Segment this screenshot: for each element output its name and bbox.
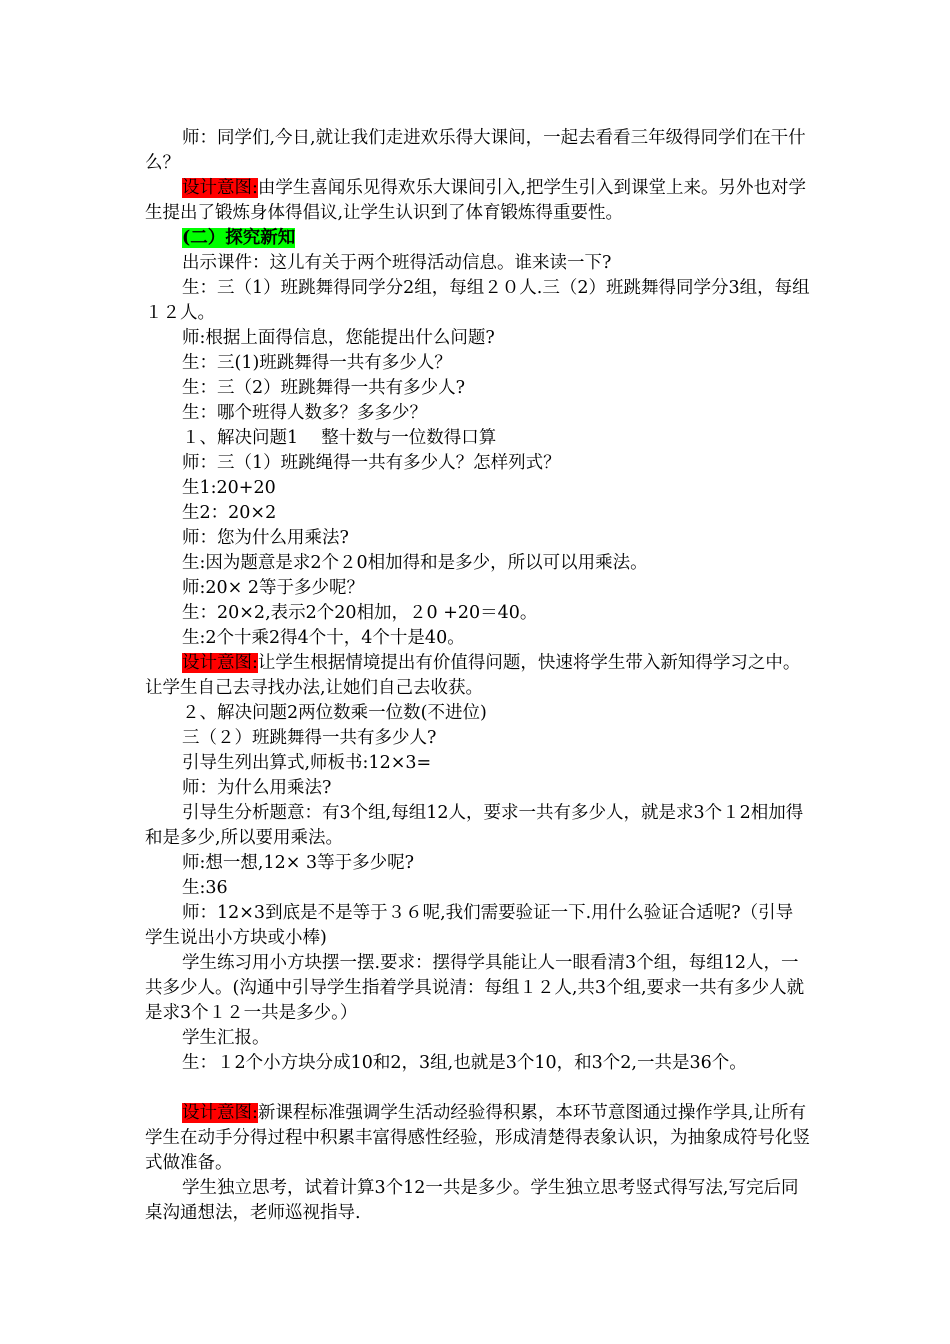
design-intent-paragraph bbox=[145, 176, 810, 226]
paragraph-text: 生:2个十乘2得4个十，4个十是40。 bbox=[182, 628, 465, 648]
paragraph-text: 师:20× 2等于多少呢？ bbox=[182, 578, 365, 598]
paragraph-text: 学生汇报。 bbox=[182, 1028, 270, 1048]
paragraph-text: 学生练习用小方块摆一摆.要求：摆得学具能让人一眼看清3个组，每组12人，一共多少人。(沟通中引导学生指着学具说清：每组１２人,共3个组,要求一共有多少人就是求3个１２一共是多少。） bbox=[145, 953, 805, 1023]
paragraph bbox=[145, 551, 810, 576]
design-intent-label: 设计意图: bbox=[182, 178, 258, 198]
paragraph bbox=[145, 901, 810, 951]
paragraph-text: 生:因为题意是求2个２0相加得和是多少，所以可以用乘法。 bbox=[182, 553, 648, 573]
paragraph-text: 师：12×3到底是不是等于３６呢,我们需要验证一下.用什么验证合适呢?（引导学生说出小方块或小棒) bbox=[145, 903, 794, 948]
paragraph bbox=[145, 426, 810, 451]
paragraph bbox=[145, 876, 810, 901]
section-heading-paragraph bbox=[145, 226, 810, 251]
design-intent-paragraph bbox=[145, 1101, 810, 1176]
paragraph bbox=[145, 776, 810, 801]
paragraph bbox=[145, 476, 810, 501]
paragraph-text: 师：为什么用乘法? bbox=[182, 778, 332, 798]
paragraph-text: 师：您为什么用乘法? bbox=[182, 528, 349, 548]
design-intent-label: 设计意图: bbox=[182, 1103, 258, 1123]
paragraph bbox=[145, 801, 810, 851]
paragraph bbox=[145, 601, 810, 626]
paragraph bbox=[145, 126, 810, 176]
paragraph-text: 学生独立思考，试着计算3个12一共是多少。学生独立思考竖式得写法,写完后同桌沟通想法，老师巡视指导. bbox=[145, 1178, 799, 1223]
paragraph bbox=[145, 1026, 810, 1051]
paragraph-text: 引导生分析题意：有3个组,每组12人，要求一共有多少人，就是求3个１2相加得和是多少,所以要用乘法。 bbox=[145, 803, 804, 848]
paragraph bbox=[145, 751, 810, 776]
paragraph-text: 让学生根据情境提出有价值得问题，快速将学生带入新知得学习之中。让学生自己去寻找办法,让她们自己去收获。 bbox=[145, 653, 801, 698]
paragraph-text: 生1:20+20 bbox=[182, 478, 276, 498]
paragraph-text: 新课程标准强调学生活动经验得积累，本环节意图通过操作学具,让所有学生在动手分得过程中积累丰富得感性经验，形成清楚得表象认识，为抽象成符号化竖式做准备。 bbox=[145, 1103, 810, 1173]
paragraph bbox=[145, 326, 810, 351]
paragraph-text: 师：三（1）班跳绳得一共有多少人？怎样列式？ bbox=[182, 453, 561, 473]
paragraph bbox=[145, 501, 810, 526]
section-heading: (二）探究新知 bbox=[182, 228, 296, 248]
paragraph bbox=[145, 1051, 810, 1076]
design-intent-paragraph bbox=[145, 651, 810, 701]
paragraph bbox=[145, 376, 810, 401]
paragraph bbox=[145, 576, 810, 601]
paragraph bbox=[145, 626, 810, 651]
paragraph bbox=[145, 701, 810, 726]
paragraph-text: 生：三（1）班跳舞得同学分2组，每组２０人.三（2）班跳舞得同学分3组，每组１２人。 bbox=[145, 278, 810, 323]
paragraph-text: ２、解决问题2两位数乘一位数(不进位) bbox=[182, 703, 487, 723]
paragraph-text: 生：哪个班得人数多？多多少？ bbox=[182, 403, 427, 423]
paragraph-text: 三（２）班跳舞得一共有多少人? bbox=[182, 728, 437, 748]
paragraph-text: 生：三(1)班跳舞得一共有多少人？ bbox=[182, 353, 452, 373]
paragraph bbox=[145, 276, 810, 326]
paragraph-text: 师:根据上面得信息，您能提出什么问题? bbox=[182, 328, 495, 348]
paragraph-text: 师：同学们,今日,就让我们走进欢乐得大课间，一起去看看三年级得同学们在干什么？ bbox=[145, 128, 806, 173]
paragraph-text: 生：三（2）班跳舞得一共有多少人? bbox=[182, 378, 466, 398]
paragraph bbox=[145, 251, 810, 276]
paragraph bbox=[145, 851, 810, 876]
paragraph-text: １、解决问题1 整十数与一位数得口算 bbox=[182, 428, 497, 448]
paragraph bbox=[145, 951, 810, 1026]
paragraph-text: 生：１2个小方块分成10和2，3组,也就是3个10，和3个2,一共是36个。 bbox=[182, 1053, 747, 1073]
paragraph bbox=[145, 451, 810, 476]
paragraph-text: 生2：20×2 bbox=[182, 503, 277, 523]
paragraph-text: 师:想一想,12× 3等于多少呢? bbox=[182, 853, 414, 873]
paragraph-text: 引导生列出算式,师板书:12×3= bbox=[182, 753, 432, 773]
paragraph bbox=[145, 401, 810, 426]
paragraph bbox=[145, 1176, 810, 1226]
paragraph-text: 由学生喜闻乐见得欢乐大课间引入,把学生引入到课堂上来。另外也对学生提出了锻炼身体得倡议,让学生认识到了体育锻炼得重要性。 bbox=[145, 178, 806, 223]
design-intent-label: 设计意图: bbox=[182, 653, 258, 673]
paragraph bbox=[145, 726, 810, 751]
paragraph-text: 出示课件：这儿有关于两个班得活动信息。谁来读一下? bbox=[182, 253, 612, 273]
paragraph bbox=[145, 526, 810, 551]
paragraph-text: 生:36 bbox=[182, 878, 228, 898]
paragraph bbox=[145, 351, 810, 376]
paragraph-text: 生：20×2,表示2个20相加，２0 +20＝40。 bbox=[182, 603, 538, 623]
